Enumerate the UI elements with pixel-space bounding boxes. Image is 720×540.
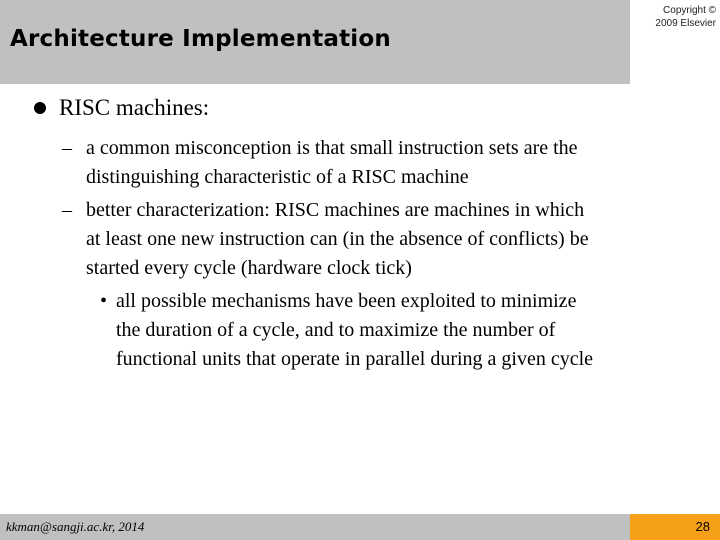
line: started every cycle (hardware clock tick)	[86, 257, 412, 279]
page-number: 28	[695, 519, 710, 534]
dash-marker: –	[62, 199, 72, 221]
sub-sub-bullet-text	[116, 287, 593, 374]
footer-author: kkman@sangji.ac.kr, 2014	[6, 519, 145, 534]
line: all possible mechanisms have been exploited to minimize	[116, 290, 577, 312]
line: distinguishing characteristic of a RISC machine	[86, 166, 469, 188]
sub-bullet-2-text	[86, 196, 589, 283]
copyright-line-1: Copyright ©	[663, 5, 716, 16]
line: a common misconception is that small instruction sets are the	[86, 137, 578, 159]
line: better characterization: RISC machines are machines in which	[86, 199, 585, 221]
line: the duration of a cycle, and to maximize the number of	[116, 319, 556, 341]
copyright-line-2: 2009 Elsevier	[655, 18, 716, 29]
bullet-heading: RISC machines:	[59, 95, 210, 120]
line: at least one new instruction can (in the absence of conflicts) be	[86, 228, 589, 250]
bullet-marker: •	[100, 290, 108, 312]
bullet-dot-icon	[34, 102, 46, 114]
copyright-notice	[626, 4, 716, 30]
dash-marker: –	[62, 137, 72, 159]
sub-bullet-1-text	[86, 134, 578, 192]
line: functional units that operate in parallel during a given cycle	[116, 348, 594, 370]
slide-title: Architecture Implementation	[10, 26, 391, 52]
